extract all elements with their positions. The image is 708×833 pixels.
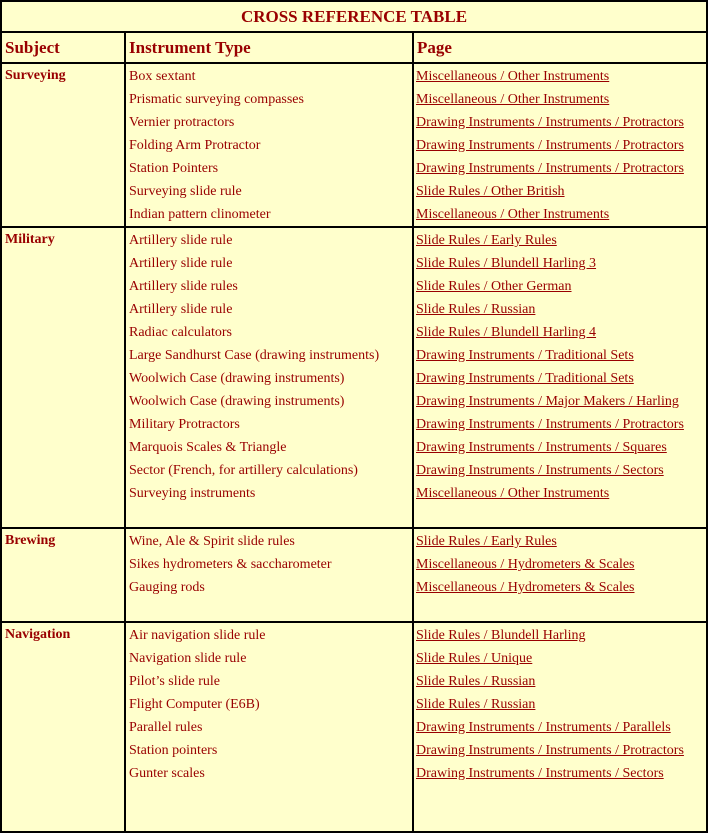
instrument-item: Artillery slide rule — [129, 302, 233, 317]
instrument-item: Woolwich Case (drawing instruments) — [129, 394, 345, 409]
instrument-item: Gunter scales — [129, 766, 205, 781]
table-title: CROSS REFERENCE TABLE — [2, 2, 706, 31]
instrument-list — [126, 228, 412, 527]
instrument-item: Military Protractors — [129, 417, 240, 432]
section-row — [2, 64, 706, 226]
page-link[interactable]: Miscellaneous / Hydrometers & Scales — [416, 557, 635, 572]
instrument-item: Wine, Ale & Spirit slide rules — [129, 534, 295, 549]
page-link[interactable]: Drawing Instruments / Instruments / Squares — [416, 440, 667, 455]
instrument-item: Indian pattern clinometer — [129, 207, 271, 222]
subject-cell: Surveying — [2, 64, 124, 226]
page-link[interactable]: Drawing Instruments / Instruments / Protractors — [416, 417, 684, 432]
instrument-item: Marquois Scales & Triangle — [129, 440, 287, 455]
page-link[interactable]: Miscellaneous / Other Instruments — [416, 207, 610, 222]
instrument-item: Surveying instruments — [129, 486, 256, 501]
instrument-item: Station Pointers — [129, 161, 219, 176]
instrument-item: Vernier protractors — [129, 115, 235, 130]
page-link[interactable]: Drawing Instruments / Major Makers / Harling — [416, 394, 679, 409]
instrument-item: Air navigation slide rule — [129, 628, 266, 643]
page-link[interactable]: Drawing Instruments / Instruments / Protractors — [416, 138, 684, 153]
instrument-item: Sector (French, for artillery calculations) — [129, 463, 358, 478]
page-link[interactable]: Slide Rules / Other German — [416, 279, 572, 294]
page-link[interactable]: Slide Rules / Russian — [416, 674, 536, 689]
page-link[interactable]: Miscellaneous / Other Instruments — [416, 69, 610, 84]
page-link[interactable]: Drawing Instruments / Instruments / Protractors — [416, 115, 684, 130]
subject-cell: Navigation — [2, 623, 124, 831]
instrument-item: Woolwich Case (drawing instruments) — [129, 371, 345, 386]
page-link[interactable]: Slide Rules / Blundell Harling 3 — [416, 256, 597, 271]
instrument-item: Parallel rules — [129, 720, 203, 735]
instrument-item: Folding Arm Protractor — [129, 138, 261, 153]
page-link[interactable]: Slide Rules / Other British — [416, 184, 565, 199]
instrument-item: Pilot’s slide rule — [129, 674, 220, 689]
page-link[interactable]: Drawing Instruments / Instruments / Sectors — [416, 463, 664, 478]
header-instrument-type: Instrument Type — [126, 33, 412, 62]
instrument-list — [126, 529, 412, 621]
page-link[interactable]: Drawing Instruments / Instruments / Sectors — [416, 766, 664, 781]
page-link[interactable]: Miscellaneous / Other Instruments — [416, 92, 610, 107]
page-link-list — [414, 623, 706, 831]
instrument-item: Gauging rods — [129, 580, 205, 595]
header-subject: Subject — [2, 33, 124, 62]
page-link[interactable]: Miscellaneous / Hydrometers & Scales — [416, 580, 635, 595]
instrument-item: Prismatic surveying compasses — [129, 92, 304, 107]
section-row — [2, 228, 706, 527]
instrument-list — [126, 64, 412, 226]
page-link[interactable]: Slide Rules / Early Rules — [416, 534, 557, 549]
page-link[interactable]: Drawing Instruments / Traditional Sets — [416, 371, 634, 386]
instrument-item: Artillery slide rule — [129, 233, 233, 248]
subject-cell: Military — [2, 228, 124, 527]
instrument-item: Artillery slide rules — [129, 279, 238, 294]
instrument-item: Artillery slide rule — [129, 256, 233, 271]
page-link[interactable]: Drawing Instruments / Traditional Sets — [416, 348, 634, 363]
page-link[interactable]: Slide Rules / Early Rules — [416, 233, 557, 248]
instrument-list — [126, 623, 412, 831]
page-link-list — [414, 64, 706, 226]
instrument-item: Flight Computer (E6B) — [129, 697, 260, 712]
page-link[interactable]: Slide Rules / Russian — [416, 302, 536, 317]
page-link-list — [414, 529, 706, 621]
subject-cell: Brewing — [2, 529, 124, 621]
page-link[interactable]: Miscellaneous / Other Instruments — [416, 486, 610, 501]
instrument-item: Navigation slide rule — [129, 651, 247, 666]
page-link-list — [414, 228, 706, 527]
page-link[interactable]: Slide Rules / Unique — [416, 651, 533, 666]
page-link[interactable]: Slide Rules / Blundell Harling — [416, 628, 586, 643]
page-link[interactable]: Drawing Instruments / Instruments / Protractors — [416, 743, 684, 758]
page-link[interactable]: Drawing Instruments / Instruments / Protractors — [416, 161, 684, 176]
page-link[interactable]: Slide Rules / Russian — [416, 697, 536, 712]
instrument-item: Sikes hydrometers & saccharometer — [129, 557, 332, 572]
page-link[interactable]: Slide Rules / Blundell Harling 4 — [416, 325, 597, 340]
instrument-item: Large Sandhurst Case (drawing instruments) — [129, 348, 380, 363]
instrument-item: Station pointers — [129, 743, 218, 758]
instrument-item: Surveying slide rule — [129, 184, 242, 199]
header-page: Page — [414, 33, 706, 62]
section-row — [2, 529, 706, 621]
instrument-item: Radiac calculators — [129, 325, 233, 340]
instrument-item: Box sextant — [129, 69, 196, 84]
page-link[interactable]: Drawing Instruments / Instruments / Parallels — [416, 720, 671, 735]
section-row — [2, 623, 706, 831]
